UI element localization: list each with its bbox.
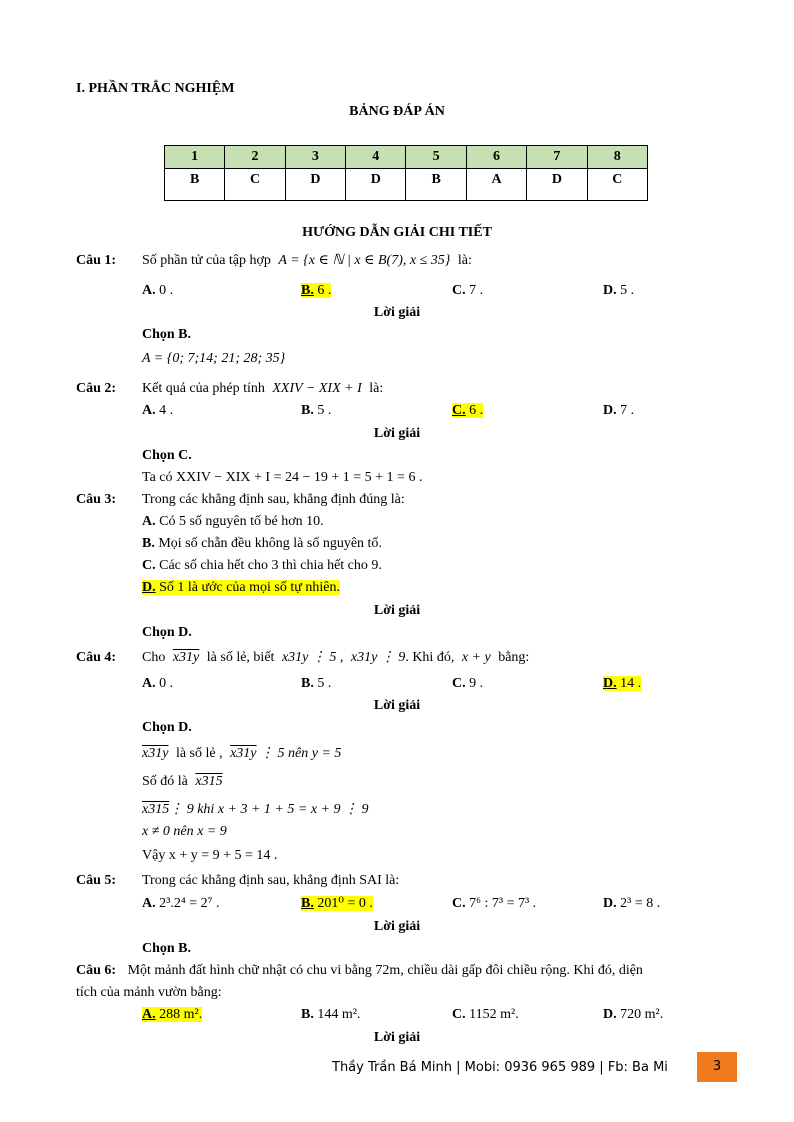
option-value: 0 . [159,283,174,298]
question-number-cell: 7 [527,146,587,169]
question-text: Trong các khẳng định sau, khẳng định SAI là: [142,873,400,888]
solution-line: Ta có XXIV − XIX + I = 24 − 19 + 1 = 5 + 1 = 6 . [142,470,423,485]
option-d: D. 5 . [603,283,635,298]
q2-formula: XXIV − XIX + I [272,381,362,396]
question-number-cell: 5 [406,146,466,169]
solution-line: A = {0; 7;14; 21; 28; 35} [142,351,286,366]
option-c: C. 7 . [452,283,484,298]
question-number-cell: 4 [346,146,406,169]
option-a-correct: A. 288 m². [142,1007,203,1022]
question-text-cont: tích của mảnh vườn bằng: [76,985,222,1000]
solution-heading: Lời giải [373,698,421,713]
option-value: 6 . [317,283,332,298]
solution-line: x315⋮ 9 khi x + 3 + 1 + 5 = x + 9 ⋮ 9 [142,802,369,817]
solution-heading: Lời giải [373,305,421,320]
solution-line: Số đó là x315 [142,774,223,789]
footer-author: Thầy Trần Bá Minh | Mobi: 0936 965 989 | Fb: Ba Mi [332,1060,668,1075]
chosen-answer: Chọn C. [142,448,192,463]
option-c: C. 1152 m². [452,1007,519,1022]
option-b-correct: B. 201⁰ = 0 . [301,896,373,911]
solution-heading: Lời giải [373,919,421,934]
q1-text: Số phần tử của tập hợp [142,253,271,268]
solution-heading: Lời giải [373,1030,421,1045]
option-c: C. 9 . [452,676,484,691]
question-label: Câu 3: [76,492,117,507]
question-label: Câu 6: [76,963,117,978]
option-a: A. 2³.2⁴ = 2⁷ . [142,896,220,911]
solution-line: x31y là số lẻ , x31y ⋮ 5 nên y = 5 [142,746,342,761]
option-a: A. 0 . [142,676,174,691]
option-b: B. 5 . [301,676,332,691]
option-c: C. 7⁶ : 7³ = 7³ . [452,896,537,911]
chosen-answer: Chọn D. [142,720,192,735]
answer-cell: C [587,169,647,201]
option-b: B. 144 m². [301,1007,361,1022]
q1-tail: là: [457,253,472,268]
guide-title: HƯỚNG DẪN GIẢI CHI TIẾT [302,225,492,240]
section-title: I. PHẦN TRẮC NGHIỆM [76,81,235,96]
answer-table-title: BẢNG ĐÁP ÁN [349,104,445,119]
chosen-answer: Chọn B. [142,941,192,956]
option-d-correct: D. Số 1 là ước của mọi số tự nhiên. [142,580,340,595]
question-label: Câu 4: [76,650,117,665]
question-text: Câu 6: Một mảnh đất hình chữ nhật có chu vi bằng 72m, chiều dài gấp đôi chiều rộng. Khi đó, diện [76,963,643,978]
solution-line: x ≠ 0 nên x = 9 [142,824,227,839]
option-c-correct: C. 6 . [452,403,484,418]
answer-cell: D [527,169,587,201]
option-value: 5 . [620,283,635,298]
question-text [142,252,472,270]
question-number-cell: 8 [587,146,647,169]
answer-cell: B [406,169,466,201]
question-number-cell: 1 [165,146,225,169]
option-value: 7 . [469,283,484,298]
option-a: A. Có 5 số nguyên tố bé hơn 10. [142,514,324,529]
chosen-answer: Chọn D. [142,625,192,640]
question-number-cell: 2 [225,146,285,169]
question-label: Câu 1: [76,253,117,268]
option-b: B. 5 . [301,403,332,418]
answer-cell: D [285,169,345,201]
option-d: D. 7 . [603,403,635,418]
solution-heading: Lời giải [373,426,421,441]
answer-table-header-row [165,146,648,169]
option-d-correct: D. 14 . [603,676,642,691]
answer-cell: B [165,169,225,201]
answer-cell: A [466,169,526,201]
option-d: D. 720 m². [603,1007,664,1022]
option-b-correct: B. 6 . [301,283,332,298]
answer-cell: D [346,169,406,201]
question-number-cell: 6 [466,146,526,169]
question-text: Cho x31y là số lẻ, biết x31y ⋮ 5 , x31y ⋮ 9. Khi đó, x + y bằng: [142,650,530,665]
answer-table [164,145,648,201]
answer-cell: C [225,169,285,201]
solution-heading: Lời giải [373,603,421,618]
chosen-answer: Chọn B. [142,327,192,342]
answer-table-answer-row [165,169,648,201]
option-d: D. 2³ = 8 . [603,896,661,911]
question-number-cell: 3 [285,146,345,169]
question-label: Câu 2: [76,381,117,396]
page-number: 3 [697,1052,737,1082]
option-a: A. 4 . [142,403,174,418]
question-text: Trong các khẳng định sau, khẳng định đúng là: [142,492,405,507]
option-b: B. Mọi số chẵn đều không là số nguyên tố. [142,536,382,551]
q1-formula: A = {x ∈ ℕ | x ∈ B(7), x ≤ 35} [278,253,451,268]
solution-line: Vậy x + y = 9 + 5 = 14 . [142,848,278,863]
option-c: C. Các số chia hết cho 3 thì chia hết cho 9. [142,558,382,573]
question-label: Câu 5: [76,873,117,888]
question-text: Kết quả của phép tính XXIV − XIX + I là: [142,381,384,396]
option-a: A. 0 . [142,283,174,298]
